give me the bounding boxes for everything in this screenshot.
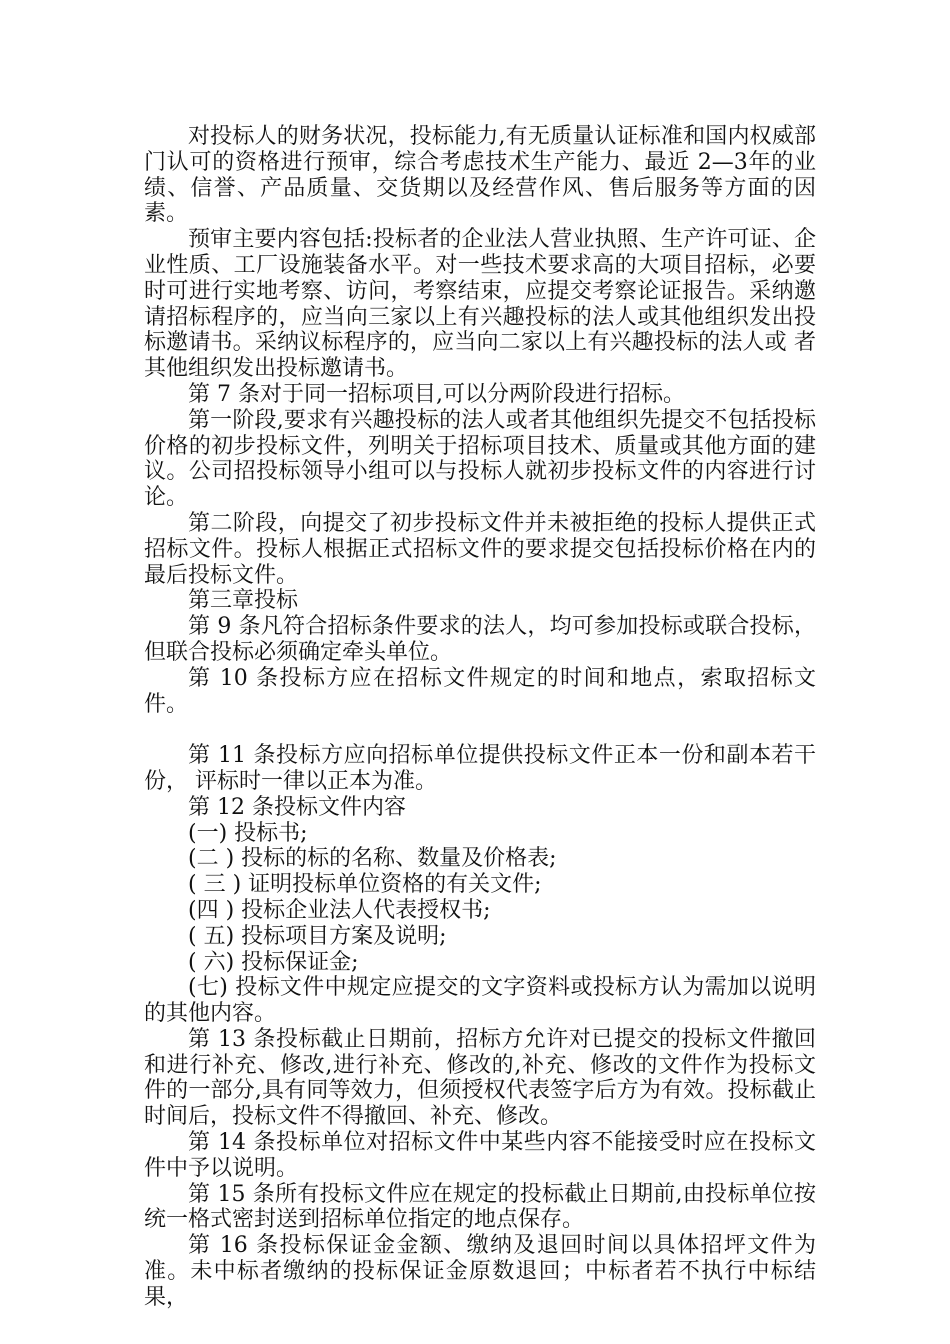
list-item-1: (一) 投标书; — [188, 820, 308, 846]
paragraph-second-stage: 第二阶段，向提交了初步投标文件并未被拒绝的投标人提供正式招标文件。投标人根据正式招标文件的要求提交包括投标价格在内的最后投标文件。 — [144, 510, 816, 588]
paragraph-article-7: 第 7 条对于同一招标项目,可以分两阶段进行招标。 — [188, 381, 685, 407]
paragraph-prequalification-contents: 预审主要内容包括:投标者的企业法人营业执照、生产许可证、企业性质、工厂设施装备水平。对一些技术要求高的大项目招标，必要时可进行实地考察、访问，考察结束，应提交考察论证报告。采纳邀请招标程序的，应当向三家以上有兴趣投标的法人或其他组织发出投标邀请书。采纳议标程序的，应当向二家以上有兴趣投标的法人或 者其他组织发出投标邀请书。 — [144, 227, 816, 382]
paragraph-article-12: 第 12 条投标文件内容 — [188, 794, 406, 820]
paragraph-qualification-review: 对投标人的财务状况，投标能力,有无质量认证标准和国内权威部门认可的资格进行预审，综合考虑技术生产能力、最近 2—3年的业绩、信誉、产品质量、交货期以及经营作风、售后服务等方面的因素。 — [144, 124, 816, 227]
list-item-2: (二 ) 投标的标的名称、数量及价格表; — [188, 846, 557, 872]
list-item-6: ( 六) 投标保证金; — [188, 949, 359, 975]
paragraph-article-16: 第 16 条投标保证金金额、缴纳及退回时间以具体招坪文件为准。未中标者缴纳的投标保证金原数退回；中标者若不执行中标结果， — [144, 1233, 816, 1310]
document-body — [144, 124, 816, 1311]
paragraph-article-13: 第 13 条投标截止日期前，招标方允许对已提交的投标文件撤回和进行补充、修改,进行补充、修改的,补充、修改的文件作为投标文件的一部分,具有同等效力，但须授权代表签字后方为有效。投标截止时间后，投标文件不得撤回、补充、修改。 — [144, 1026, 816, 1130]
paragraph-article-11: 第 11 条投标方应向招标单位提供投标文件正本一份和副本若干份， 评标时一律以正本为准。 — [144, 743, 816, 794]
list-item-5: ( 五) 投标项目方案及说明; — [188, 923, 447, 949]
list-item-3: ( 三 ) 证明投标单位资格的有关文件; — [188, 872, 542, 898]
paragraph-article-15: 第 15 条所有投标文件应在规定的投标截止日期前,由投标单位按统一格式密封送到招标单位指定的地点保存。 — [144, 1181, 816, 1233]
chapter-heading-bidding: 第三章投标 — [188, 588, 299, 614]
list-item-4: (四 ) 投标企业法人代表授权书; — [188, 897, 491, 923]
paragraph-first-stage: 第一阶段,要求有兴趣投标的法人或者其他组织先提交不包括投标价格的初步投标文件，列明关于招标项目技术、质量或其他方面的建议。公司招投标领导小组可以与投标人就初步投标文件的内容进行讨论。 — [144, 407, 816, 511]
list-item-7: (七) 投标文件中规定应提交的文字资料或投标方认为需加以说明的其他内容。 — [144, 975, 816, 1027]
paragraph-article-14: 第 14 条投标单位对招标文件中某些内容不能接受时应在投标文件中予以说明。 — [144, 1130, 816, 1181]
paragraph-article-9: 第 9 条凡符合招标条件要求的法人，均可参加投标或联合投标，但联合投标必须确定牵头单位。 — [144, 614, 816, 665]
paragraph-article-10: 第 10 条投标方应在招标文件规定的时间和地点，索取招标文件。 — [144, 665, 816, 717]
